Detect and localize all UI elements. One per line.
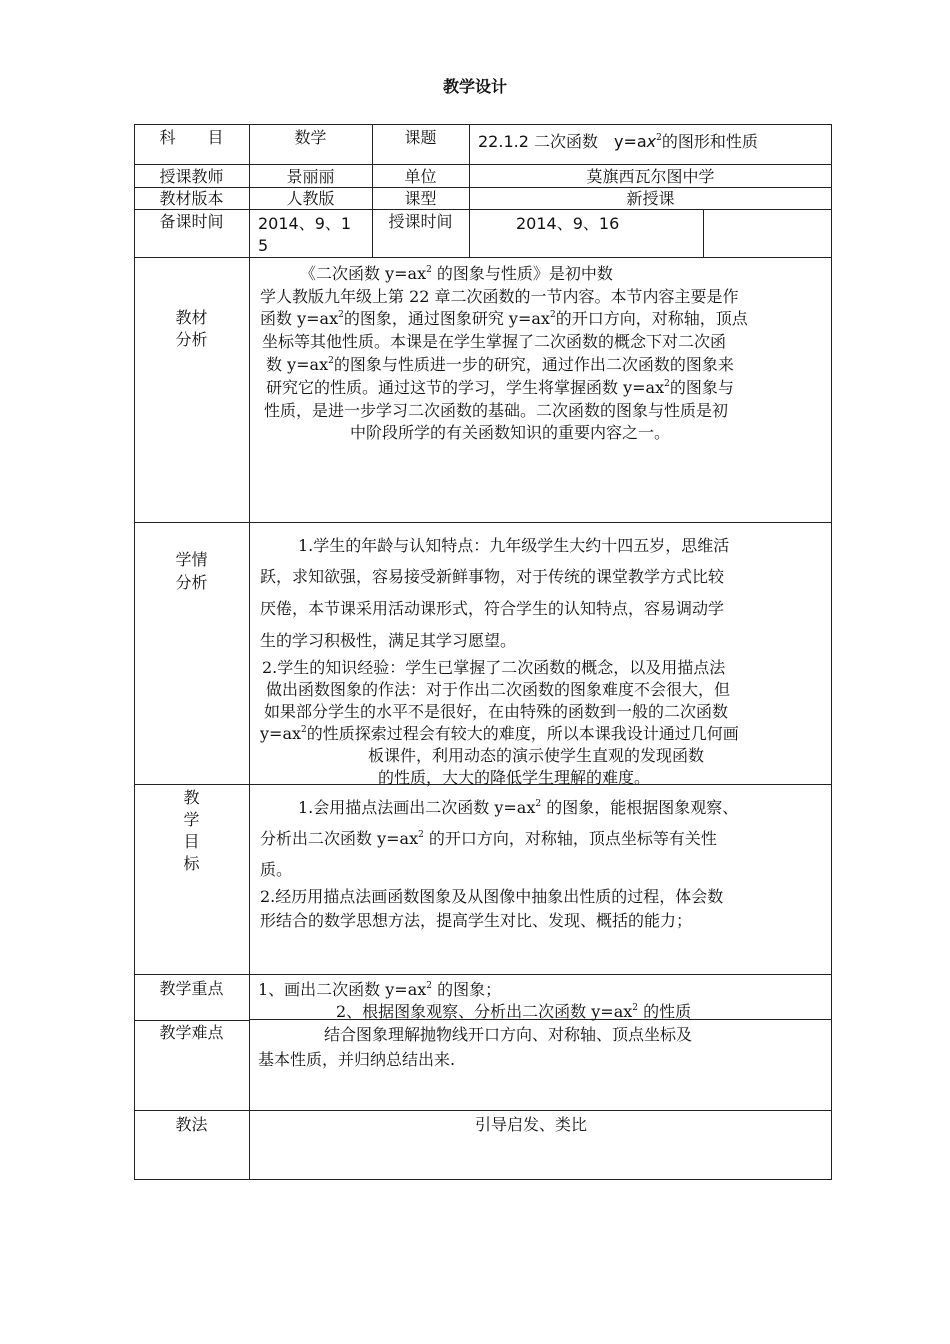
student-analysis-label-1: 学情 <box>175 550 208 569</box>
key-points-label: 教学重点 <box>159 979 224 998</box>
row-divider <box>134 974 832 975</box>
material-line: 函数 $y=ax^2$的图象，通过图象研究 $y=ax^2$的开口方向，对称轴，顶点 <box>260 309 748 328</box>
student-line: 板课件，利用动态的演示使学生直观的发现函数 <box>368 746 705 765</box>
teach-time-label: 授课时间 <box>388 212 453 231</box>
student-line: 1.学生的年龄与认知特点：九年级学生大约十四五岁，思维活 <box>298 536 730 555</box>
teach-time-value: 2014、9、16 <box>516 214 620 233</box>
edition-value: 人教版 <box>286 189 335 208</box>
student-line: 2.学生的知识经验：学生已掌握了二次函数的概念，以及用描点法 <box>262 658 726 677</box>
material-line: 学人教版九年级上第 22 章二次函数的一节内容。本节内容主要是作 <box>260 287 739 306</box>
student-line: 厌倦，本节课采用活动课形式，符合学生的认知特点，容易调动学 <box>260 599 725 618</box>
lesson-type-value: 新授课 <box>626 189 675 208</box>
student-line: $y=ax^2$的性质探索过程会有较大的难度，所以本课我设计通过几何画 <box>260 724 739 743</box>
material-analysis-label-1: 教材 <box>175 308 208 327</box>
column-divider <box>703 209 704 257</box>
student-line: 生的学习积极性，满足其学习愿望。 <box>260 631 517 650</box>
goals-line: 1.会用描点法画出二次函数 $y=ax^2$ 的图象，能根据图象观察、 <box>298 798 739 817</box>
unit-label: 单位 <box>404 167 437 186</box>
goals-line: 形结合的数学思想方法，提高学生对比、发现、概括的能力； <box>260 911 693 930</box>
material-line: 数 $y=ax^2$的图象与性质进一步的研究，通过作出二次函数的图象来 <box>266 355 734 374</box>
student-analysis-label-2: 分析 <box>175 573 208 592</box>
key-point-line: 1、画出二次函数 $y=ax^2$ 的图象； <box>258 980 502 999</box>
goals-label-2: 学 <box>183 810 200 829</box>
row-divider <box>134 164 832 165</box>
document-title: 教学设计 <box>442 77 507 96</box>
difficulty-line: 结合图象理解抛物线开口方向、对称轴、顶点坐标及 <box>324 1025 693 1044</box>
goals-label-3: 目 <box>183 832 200 851</box>
goals-line: 2.经历用描点法画函数图象及从图像中抽象出性质的过程，体会数 <box>260 887 724 906</box>
student-line: 如果部分学生的水平不是很好，在由特殊的函数到一般的二次函数 <box>264 702 729 721</box>
material-line: 中阶段所学的有关函数知识的重要内容之一。 <box>350 423 671 442</box>
goals-label-4: 标 <box>183 854 200 873</box>
material-line: 《二次函数 $y=ax^2$ 的图象与性质》是初中数 <box>300 264 613 283</box>
prep-time-label: 备课时间 <box>159 212 224 231</box>
material-line: 坐标等其他性质。本课是在学生掌握了二次函数的概念下对二次函 <box>262 332 727 351</box>
subject-value: 数学 <box>294 128 327 147</box>
teacher-value: 景丽丽 <box>286 167 335 186</box>
subject-label: 科 目 <box>159 128 224 147</box>
row-divider <box>134 209 832 210</box>
row-divider <box>134 1110 832 1111</box>
unit-value: 莫旗西瓦尔图中学 <box>586 167 715 186</box>
goals-line: 分析出二次函数 $y=ax^2$ 的开口方向，对称轴，顶点坐标等有关性 <box>260 829 717 848</box>
student-line: 跃，求知欲强，容易接受新鲜事物，对于传统的课堂教学方式比较 <box>260 567 725 586</box>
student-line: 的性质，大大的降低学生理解的难度。 <box>378 768 651 787</box>
row-divider <box>134 257 832 258</box>
topic-value: 22.1.2 二次函数 $y=ax^2$的图形和性质 <box>478 132 758 151</box>
material-line: 研究它的性质。通过这节的学习，学生将掌握函数 $y=ax^2$的图象与 <box>266 378 734 397</box>
key-point-line: 2、根据图象观察、分析出二次函数 $y=ax^2$ 的性质 <box>336 1002 692 1021</box>
prep-time-value: 2014、9、1 <box>258 214 352 233</box>
row-divider <box>134 522 832 523</box>
student-line: 做出函数图象的作法：对于作出二次函数的图象难度不会很大，但 <box>266 680 731 699</box>
difficulty-line: 基本性质，并归纳总结出来. <box>258 1050 456 1069</box>
material-analysis-label-2: 分析 <box>175 330 208 349</box>
edition-label: 教材版本 <box>159 189 224 208</box>
method-label: 教法 <box>175 1115 208 1134</box>
difficulty-label: 教学难点 <box>159 1023 224 1042</box>
row-divider <box>134 187 832 188</box>
column-divider <box>249 124 250 1180</box>
topic-label: 课题 <box>404 128 437 147</box>
prep-time-value-wrap: 5 <box>258 236 269 255</box>
goals-label-1: 教 <box>183 788 200 807</box>
material-line: 性质，是进一步学习二次函数的基础。二次函数的图象与性质是初 <box>264 401 729 420</box>
lesson-type-label: 课型 <box>404 189 437 208</box>
goals-line: 质。 <box>260 860 293 879</box>
row-divider <box>134 1020 250 1021</box>
teacher-label: 授课教师 <box>159 167 224 186</box>
method-value: 引导启发、类比 <box>475 1115 588 1134</box>
